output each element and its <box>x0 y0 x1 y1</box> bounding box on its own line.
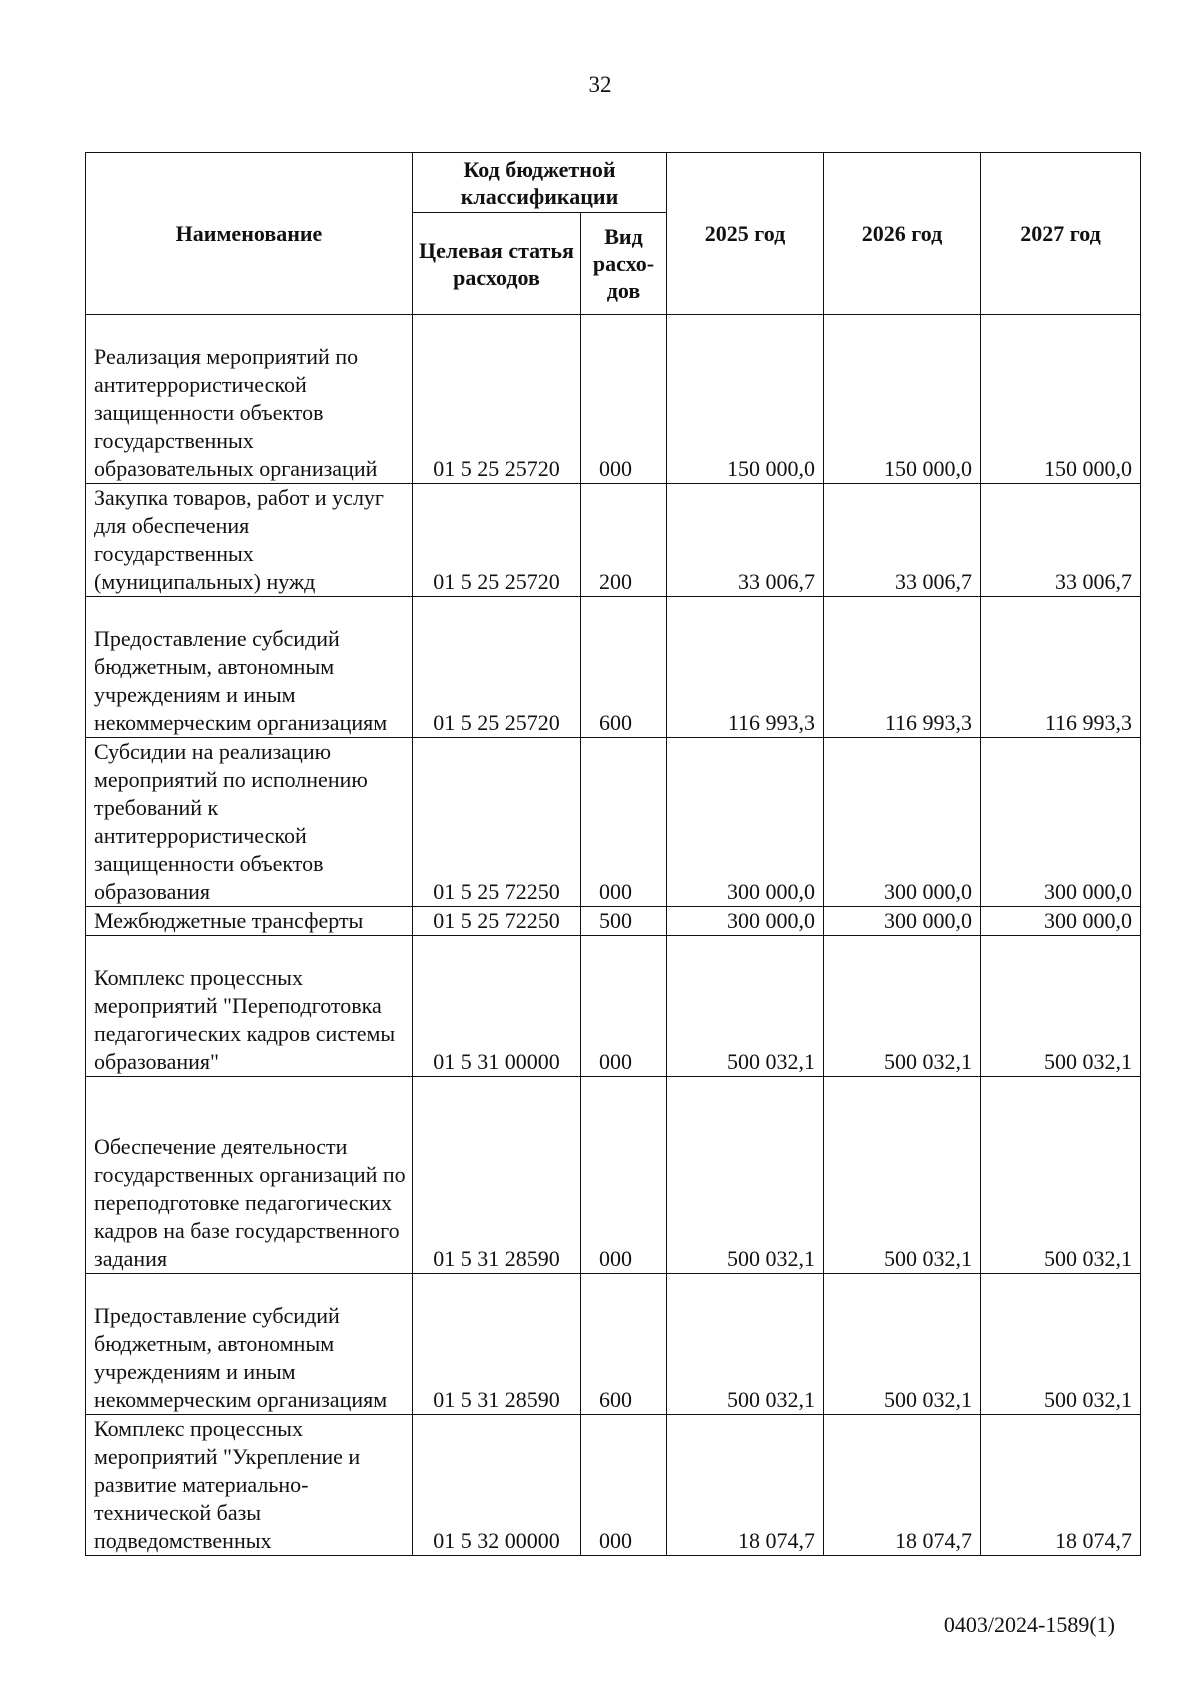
row-expense-type: 000 <box>581 1077 667 1274</box>
page-number: 32 <box>588 72 612 97</box>
row-value-2025: 150 000,0 <box>667 315 824 484</box>
header-code-group: Код бюджетной классификации <box>413 153 667 213</box>
row-expense-type: 000 <box>581 315 667 484</box>
row-value-2025: 33 006,7 <box>667 484 824 597</box>
row-target-article: 01 5 31 00000 <box>413 936 581 1077</box>
table-row <box>86 738 1141 907</box>
row-value-2025: 18 074,7 <box>667 1415 824 1556</box>
row-value-2025: 500 032,1 <box>667 936 824 1077</box>
table-row <box>86 1415 1141 1556</box>
table-header <box>86 153 1141 315</box>
row-value-2025: 300 000,0 <box>667 907 824 936</box>
row-value-2026: 300 000,0 <box>824 738 981 907</box>
row-name: Закупка товаров, работ и услуг для обеспечения государственных (муниципальных) нужд <box>86 484 413 597</box>
table-row <box>86 907 1141 936</box>
row-value-2026: 116 993,3 <box>824 597 981 738</box>
row-value-2027: 150 000,0 <box>981 315 1141 484</box>
row-value-2025: 300 000,0 <box>667 738 824 907</box>
row-value-2027: 500 032,1 <box>981 936 1141 1077</box>
row-value-2026: 150 000,0 <box>824 315 981 484</box>
header-name: Наименование <box>86 153 413 315</box>
row-value-2027: 33 006,7 <box>981 484 1141 597</box>
row-name: Обеспечение деятельности государственных организаций по переподготовке педагогических кадров на базе государственного задания <box>86 1077 413 1274</box>
row-target-article: 01 5 25 25720 <box>413 597 581 738</box>
row-name: Предоставление субсидий бюджетным, автономным учреждениям и иным некоммерческим организациям <box>86 1274 413 1415</box>
row-value-2026: 500 032,1 <box>824 1077 981 1274</box>
row-value-2026: 300 000,0 <box>824 907 981 936</box>
row-value-2026: 33 006,7 <box>824 484 981 597</box>
row-value-2027: 300 000,0 <box>981 738 1141 907</box>
row-value-2026: 500 032,1 <box>824 1274 981 1415</box>
row-target-article: 01 5 25 72250 <box>413 738 581 907</box>
row-value-2027: 500 032,1 <box>981 1274 1141 1415</box>
row-value-2027: 18 074,7 <box>981 1415 1141 1556</box>
row-value-2027: 500 032,1 <box>981 1077 1141 1274</box>
row-expense-type: 200 <box>581 484 667 597</box>
row-value-2026: 18 074,7 <box>824 1415 981 1556</box>
row-target-article: 01 5 25 72250 <box>413 907 581 936</box>
row-target-article: 01 5 25 25720 <box>413 315 581 484</box>
row-value-2025: 116 993,3 <box>667 597 824 738</box>
row-value-2027: 116 993,3 <box>981 597 1141 738</box>
header-year-2027: 2027 год <box>981 153 1141 315</box>
row-name: Комплекс процессных мероприятий "Переподготовка педагогических кадров системы образования" <box>86 936 413 1077</box>
row-name: Предоставление субсидий бюджетным, автономным учреждениям и иным некоммерческим организациям <box>86 597 413 738</box>
budget-table <box>85 152 1141 1556</box>
header-year-2026: 2026 год <box>824 153 981 315</box>
row-name: Реализация мероприятий по антитеррористической защищенности объектов государственных образовательных организаций <box>86 315 413 484</box>
row-value-2026: 500 032,1 <box>824 936 981 1077</box>
row-target-article: 01 5 31 28590 <box>413 1274 581 1415</box>
table-body <box>86 315 1141 1556</box>
row-value-2025: 500 032,1 <box>667 1077 824 1274</box>
table-row <box>86 1274 1141 1415</box>
table-row <box>86 597 1141 738</box>
row-name: Субсидии на реализацию мероприятий по исполнению требований к антитеррористической защищенности объектов образования <box>86 738 413 907</box>
row-expense-type: 500 <box>581 907 667 936</box>
table-row <box>86 484 1141 597</box>
row-target-article: 01 5 25 25720 <box>413 484 581 597</box>
row-expense-type: 600 <box>581 597 667 738</box>
row-name: Межбюджетные трансферты <box>86 907 413 936</box>
table-row <box>86 1077 1141 1274</box>
header-target-article: Целевая статья расходов <box>413 213 581 315</box>
row-target-article: 01 5 32 00000 <box>413 1415 581 1556</box>
table-row <box>86 936 1141 1077</box>
document-id: 0403/2024-1589(1) <box>943 1612 1115 1637</box>
row-value-2025: 500 032,1 <box>667 1274 824 1415</box>
row-expense-type: 000 <box>581 1415 667 1556</box>
row-name: Комплекс процессных мероприятий "Укрепление и развитие материально-технической базы подведомственных <box>86 1415 413 1556</box>
header-expense-type: Вид расхо-дов <box>581 213 667 315</box>
row-target-article: 01 5 31 28590 <box>413 1077 581 1274</box>
row-expense-type: 000 <box>581 738 667 907</box>
row-value-2027: 300 000,0 <box>981 907 1141 936</box>
row-expense-type: 600 <box>581 1274 667 1415</box>
row-expense-type: 000 <box>581 936 667 1077</box>
table-row <box>86 315 1141 484</box>
header-year-2025: 2025 год <box>667 153 824 315</box>
